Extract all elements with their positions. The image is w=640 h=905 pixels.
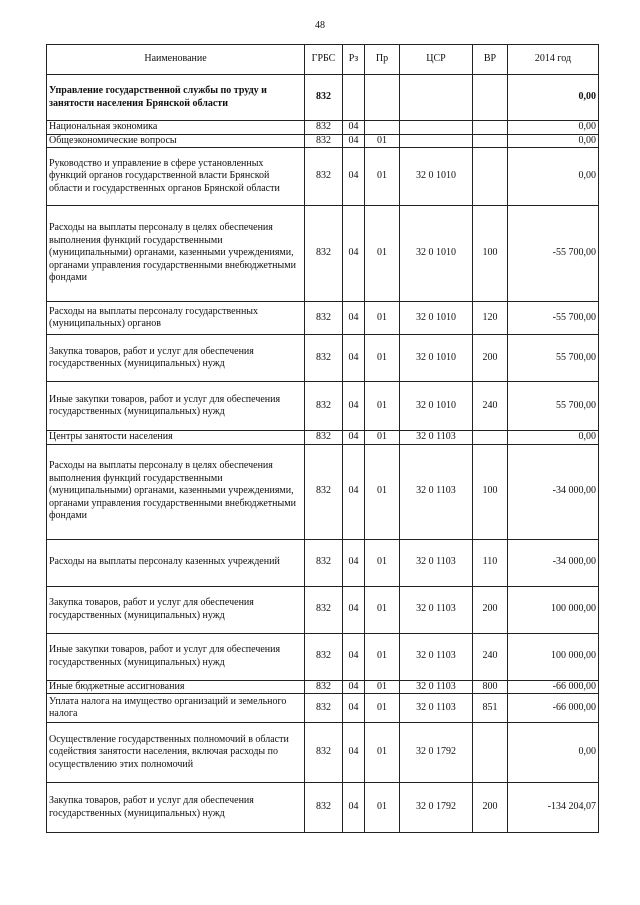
- cell-sum: 100 000,00: [508, 586, 599, 633]
- cell-grbs: 832: [305, 586, 343, 633]
- cell-csr: 32 0 1103: [400, 539, 473, 586]
- cell-sum: -34 000,00: [508, 444, 599, 539]
- cell-csr: 32 0 1103: [400, 680, 473, 694]
- cell-csr: 32 0 1103: [400, 586, 473, 633]
- cell-pr: 01: [365, 302, 400, 335]
- cell-name: Общеэкономические вопросы: [47, 134, 305, 148]
- cell-pr: 01: [365, 444, 400, 539]
- header-grbs: ГРБС: [305, 45, 343, 75]
- table-row: [47, 134, 599, 148]
- cell-csr: 32 0 1792: [400, 723, 473, 783]
- cell-vr: [473, 723, 508, 783]
- header-csr: ЦСР: [400, 45, 473, 75]
- cell-grbs: 832: [305, 694, 343, 723]
- cell-csr: 32 0 1103: [400, 431, 473, 445]
- cell-vr: 200: [473, 586, 508, 633]
- cell-name: Расходы на выплаты персоналу в целях обеспечения выполнения функций государственными (муниципальными) органами, казенными учреждениями, органами управления государственными внебюджетными фондами: [47, 206, 305, 302]
- cell-name: Управление государственной службы по труду и занятости населения Брянской области: [47, 75, 305, 121]
- cell-name: Уплата налога на имущество организаций и земельного налога: [47, 694, 305, 723]
- cell-grbs: 832: [305, 148, 343, 206]
- table-row: [47, 206, 599, 302]
- header-rz: Рз: [343, 45, 365, 75]
- cell-grbs: 832: [305, 382, 343, 431]
- cell-vr: 200: [473, 335, 508, 382]
- cell-rz: 04: [343, 539, 365, 586]
- cell-pr: 01: [365, 694, 400, 723]
- cell-rz: 04: [343, 680, 365, 694]
- cell-pr: 01: [365, 431, 400, 445]
- cell-name: Иные закупки товаров, работ и услуг для обеспечения государственных (муниципальных) нужд: [47, 633, 305, 680]
- cell-name: Закупка товаров, работ и услуг для обеспечения государственных (муниципальных) нужд: [47, 335, 305, 382]
- cell-csr: 32 0 1010: [400, 382, 473, 431]
- cell-vr: 120: [473, 302, 508, 335]
- cell-grbs: 832: [305, 633, 343, 680]
- table-body: [47, 75, 599, 833]
- cell-name: Центры занятости населения: [47, 431, 305, 445]
- cell-vr: 100: [473, 206, 508, 302]
- table-row: [47, 783, 599, 833]
- cell-rz: 04: [343, 382, 365, 431]
- cell-vr: [473, 75, 508, 121]
- cell-name: Закупка товаров, работ и услуг для обеспечения государственных (муниципальных) нужд: [47, 586, 305, 633]
- cell-csr: [400, 134, 473, 148]
- cell-csr: 32 0 1103: [400, 633, 473, 680]
- cell-vr: 200: [473, 783, 508, 833]
- cell-name: Закупка товаров, работ и услуг для обеспечения государственных (муниципальных) нужд: [47, 783, 305, 833]
- table-row: [47, 302, 599, 335]
- cell-pr: 01: [365, 586, 400, 633]
- cell-sum: 55 700,00: [508, 382, 599, 431]
- cell-pr: 01: [365, 539, 400, 586]
- cell-grbs: 832: [305, 444, 343, 539]
- cell-vr: [473, 121, 508, 135]
- cell-sum: -66 000,00: [508, 694, 599, 723]
- cell-sum: 0,00: [508, 121, 599, 135]
- cell-pr: 01: [365, 134, 400, 148]
- cell-sum: -55 700,00: [508, 206, 599, 302]
- table-row: [47, 723, 599, 783]
- table-row: [47, 148, 599, 206]
- cell-name: Руководство и управление в сфере установленных функций органов государственной власти Брянской области и государственных органов Брянской области: [47, 148, 305, 206]
- cell-pr: [365, 75, 400, 121]
- cell-rz: 04: [343, 723, 365, 783]
- cell-sum: 0,00: [508, 431, 599, 445]
- table-row: [47, 75, 599, 121]
- cell-pr: 01: [365, 680, 400, 694]
- cell-pr: [365, 121, 400, 135]
- cell-csr: [400, 75, 473, 121]
- cell-name: Осуществление государственных полномочий в области содействия занятости населения, включая расходы по осуществлению этих полномочий: [47, 723, 305, 783]
- cell-grbs: 832: [305, 539, 343, 586]
- cell-grbs: 832: [305, 121, 343, 135]
- cell-name: Расходы на выплаты персоналу в целях обеспечения выполнения функций государственными (муниципальными) органами, казенными учреждениями, органами управления государственными внебюджетными фондами: [47, 444, 305, 539]
- cell-grbs: 832: [305, 75, 343, 121]
- header-year: 2014 год: [508, 45, 599, 75]
- cell-rz: 04: [343, 431, 365, 445]
- cell-grbs: 832: [305, 335, 343, 382]
- cell-rz: 04: [343, 148, 365, 206]
- cell-pr: 01: [365, 633, 400, 680]
- cell-grbs: 832: [305, 783, 343, 833]
- cell-rz: 04: [343, 444, 365, 539]
- cell-rz: 04: [343, 134, 365, 148]
- table-row: [47, 539, 599, 586]
- cell-csr: 32 0 1010: [400, 302, 473, 335]
- cell-grbs: 832: [305, 302, 343, 335]
- cell-csr: 32 0 1010: [400, 335, 473, 382]
- cell-name: Иные бюджетные ассигнования: [47, 680, 305, 694]
- table-row: [47, 121, 599, 135]
- cell-vr: [473, 148, 508, 206]
- page-number: 48: [315, 20, 325, 31]
- cell-grbs: 832: [305, 134, 343, 148]
- cell-vr: 800: [473, 680, 508, 694]
- cell-rz: 04: [343, 335, 365, 382]
- cell-vr: [473, 431, 508, 445]
- cell-pr: 01: [365, 206, 400, 302]
- cell-rz: 04: [343, 206, 365, 302]
- table-row: [47, 431, 599, 445]
- cell-csr: 32 0 1103: [400, 694, 473, 723]
- cell-pr: 01: [365, 723, 400, 783]
- table-row: [47, 335, 599, 382]
- cell-sum: -34 000,00: [508, 539, 599, 586]
- cell-rz: [343, 75, 365, 121]
- budget-table: [46, 44, 599, 833]
- cell-vr: 100: [473, 444, 508, 539]
- cell-sum: 0,00: [508, 723, 599, 783]
- header-pr: Пр: [365, 45, 400, 75]
- cell-pr: 01: [365, 382, 400, 431]
- cell-csr: 32 0 1010: [400, 206, 473, 302]
- cell-rz: 04: [343, 302, 365, 335]
- table-row: [47, 382, 599, 431]
- cell-sum: 55 700,00: [508, 335, 599, 382]
- cell-pr: 01: [365, 783, 400, 833]
- cell-vr: 851: [473, 694, 508, 723]
- cell-rz: 04: [343, 783, 365, 833]
- cell-name: Расходы на выплаты персоналу государственных (муниципальных) органов: [47, 302, 305, 335]
- cell-name: Расходы на выплаты персоналу казенных учреждений: [47, 539, 305, 586]
- cell-vr: [473, 134, 508, 148]
- cell-pr: 01: [365, 148, 400, 206]
- cell-vr: 110: [473, 539, 508, 586]
- table-row: [47, 586, 599, 633]
- cell-sum: -134 204,07: [508, 783, 599, 833]
- table-row: [47, 680, 599, 694]
- cell-grbs: 832: [305, 206, 343, 302]
- cell-name: Иные закупки товаров, работ и услуг для обеспечения государственных (муниципальных) нужд: [47, 382, 305, 431]
- cell-sum: -55 700,00: [508, 302, 599, 335]
- cell-grbs: 832: [305, 431, 343, 445]
- cell-sum: 100 000,00: [508, 633, 599, 680]
- cell-pr: 01: [365, 335, 400, 382]
- cell-sum: -66 000,00: [508, 680, 599, 694]
- cell-rz: 04: [343, 121, 365, 135]
- cell-vr: 240: [473, 633, 508, 680]
- cell-csr: [400, 121, 473, 135]
- cell-name: Национальная экономика: [47, 121, 305, 135]
- cell-vr: 240: [473, 382, 508, 431]
- cell-rz: 04: [343, 586, 365, 633]
- cell-sum: 0,00: [508, 134, 599, 148]
- table-row: [47, 694, 599, 723]
- cell-csr: 32 0 1792: [400, 783, 473, 833]
- table-row: [47, 633, 599, 680]
- cell-csr: 32 0 1010: [400, 148, 473, 206]
- cell-csr: 32 0 1103: [400, 444, 473, 539]
- header-name: Наименование: [47, 45, 305, 75]
- table-row: [47, 444, 599, 539]
- cell-rz: 04: [343, 633, 365, 680]
- header-vr: ВР: [473, 45, 508, 75]
- table-header-row: [47, 45, 599, 75]
- cell-sum: 0,00: [508, 148, 599, 206]
- cell-grbs: 832: [305, 723, 343, 783]
- cell-rz: 04: [343, 694, 365, 723]
- cell-sum: 0,00: [508, 75, 599, 121]
- cell-grbs: 832: [305, 680, 343, 694]
